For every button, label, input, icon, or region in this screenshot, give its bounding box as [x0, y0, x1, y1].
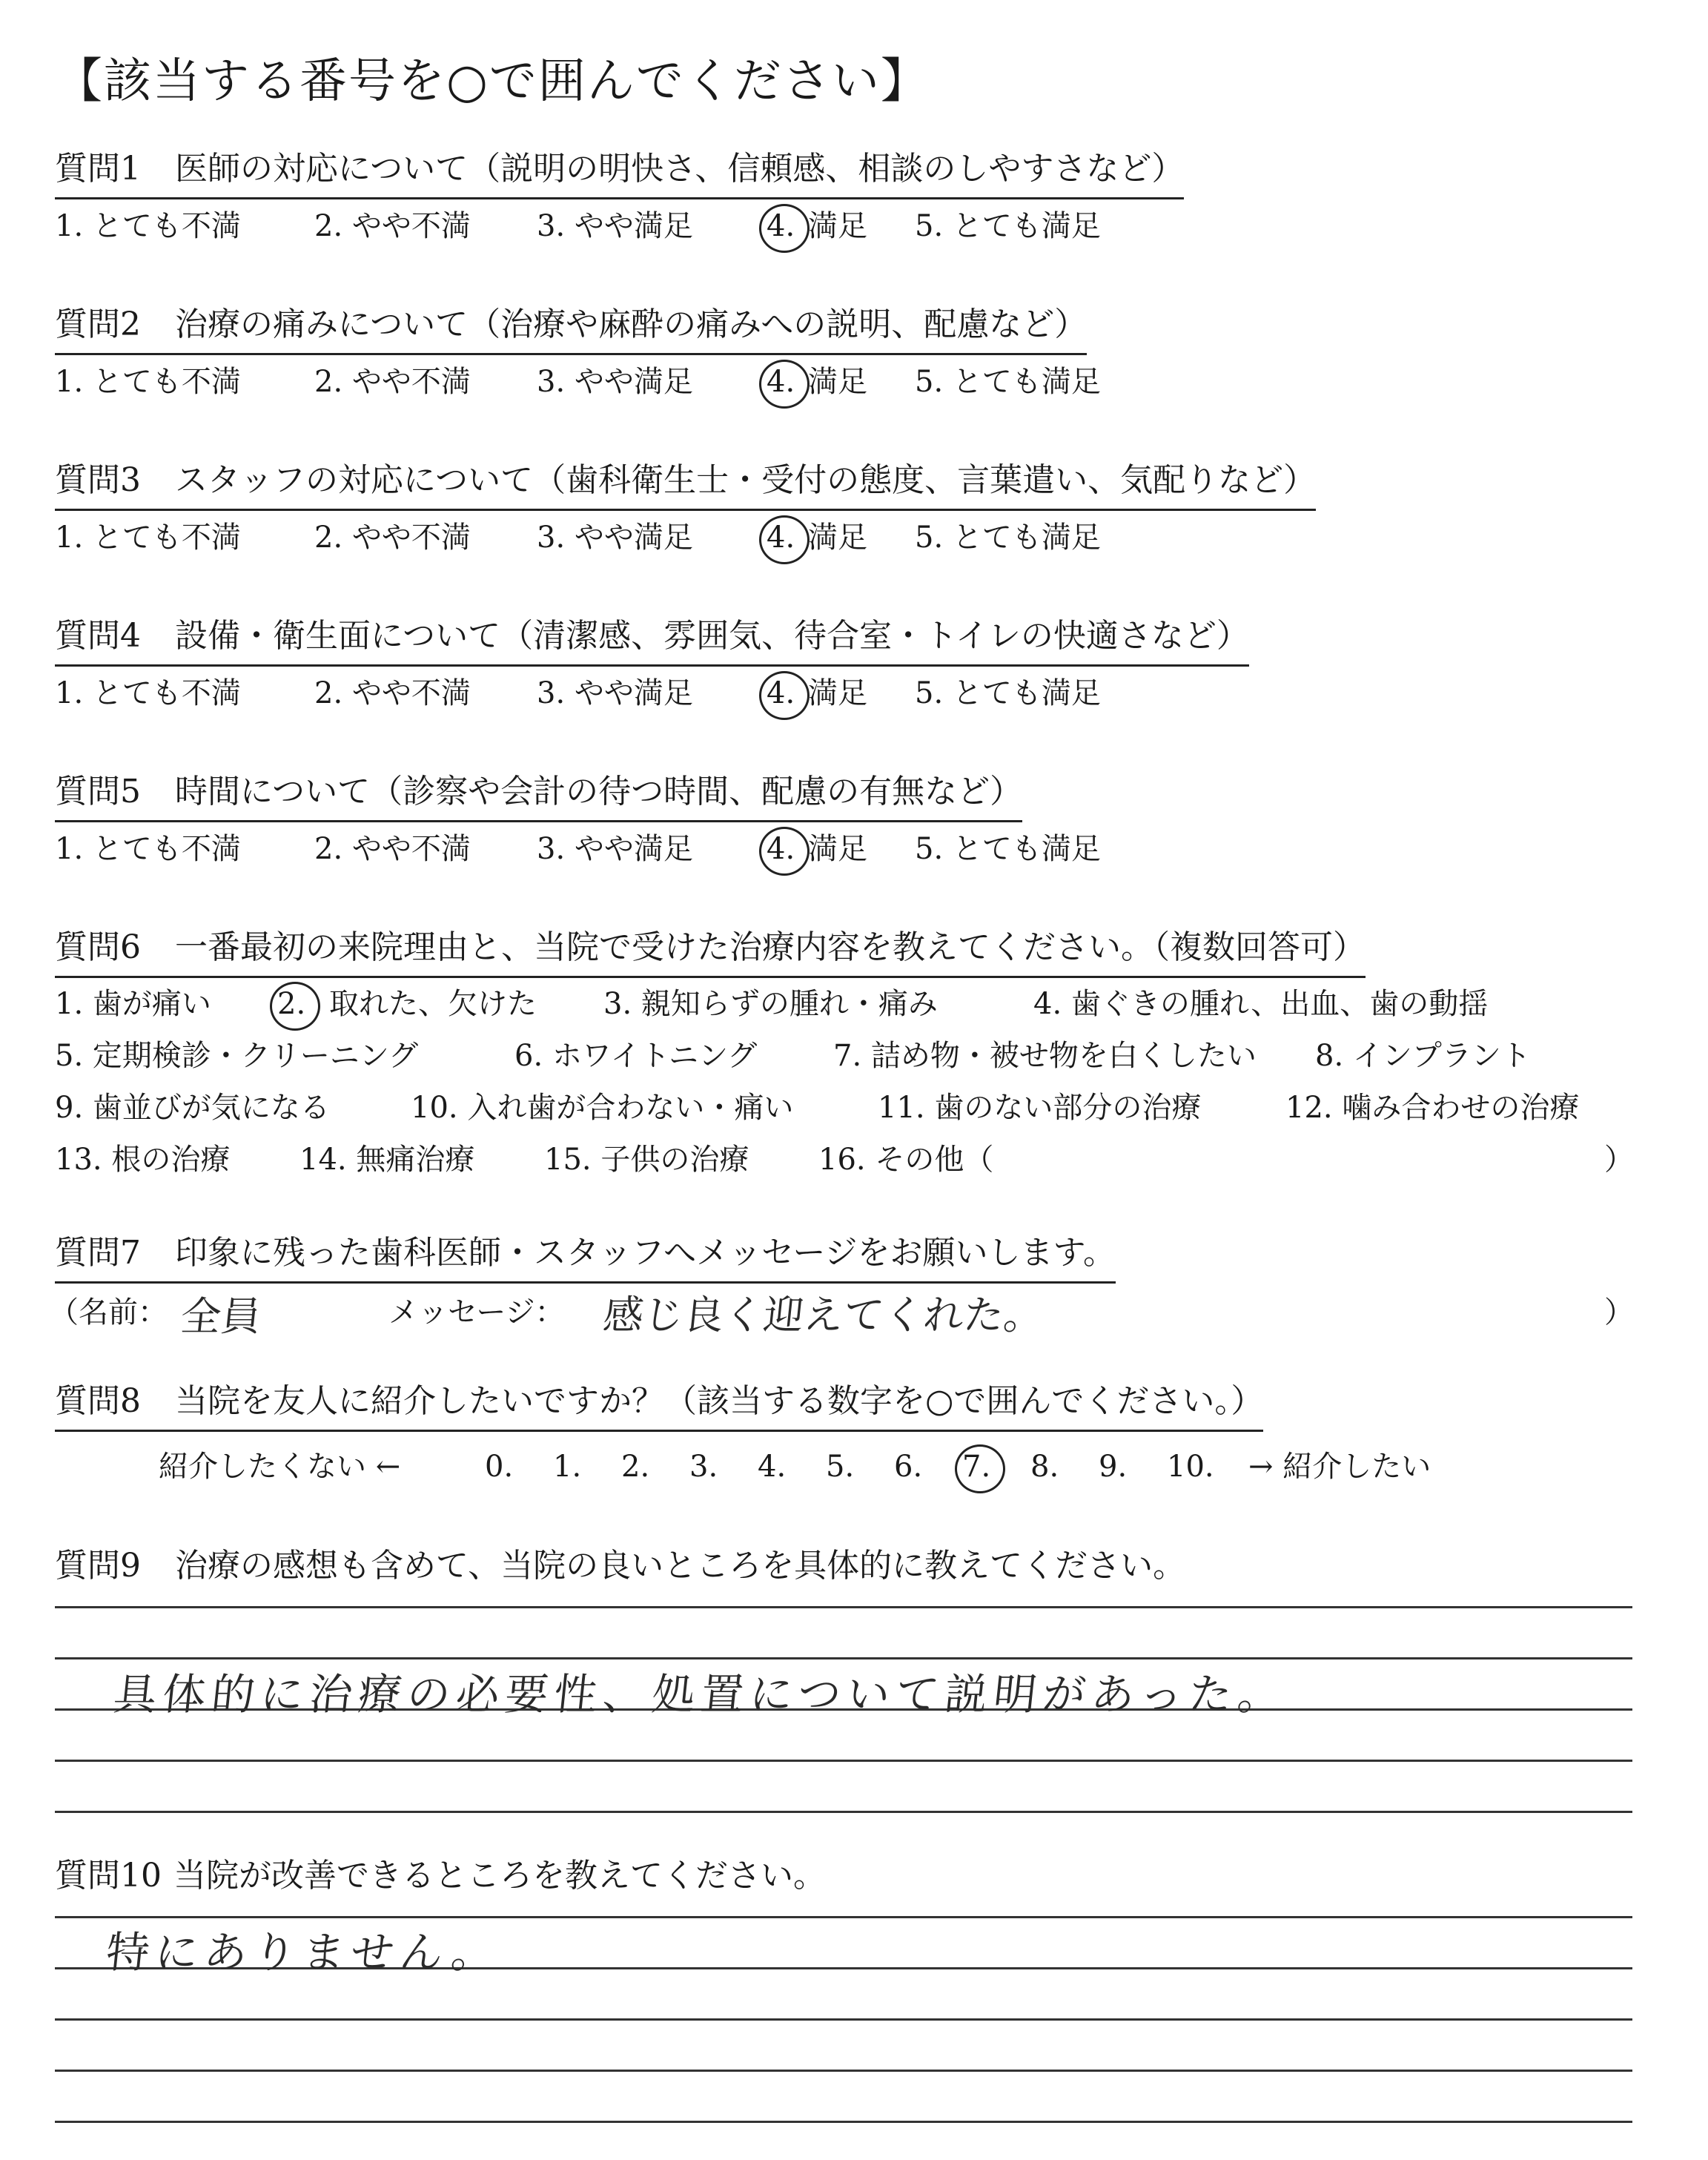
answer-line: [55, 2018, 1632, 2021]
answer-line: [55, 1811, 1632, 1813]
question-number: 質問5: [55, 773, 141, 810]
question-text: 時間について（診察や会計の待つ時間、配慮の有無など）: [175, 773, 1023, 810]
option-5[interactable]: 5. とても満足: [915, 209, 1101, 243]
name-label: （名前：: [49, 1295, 168, 1330]
option-5[interactable]: 5. とても満足: [915, 676, 1101, 710]
scale-3[interactable]: 3.: [689, 1450, 718, 1484]
message-row: [49, 1292, 1634, 1340]
question-10: [55, 1854, 1631, 2150]
question-9-title: [55, 1544, 1631, 1588]
option-4-label: 満足: [808, 521, 867, 555]
question-8-title: [55, 1379, 1263, 1432]
question-5-title: [55, 770, 1022, 822]
reason-option-10[interactable]: 10. 入れ歯が合わない・痛い: [411, 1091, 794, 1125]
reason-option-16[interactable]: 16. その他（: [818, 1143, 994, 1177]
question-text: 当院が改善できるところを教えてください。: [173, 1857, 826, 1895]
scale-8[interactable]: 8.: [1030, 1450, 1059, 1484]
question-text: スタッフの対応について（歯科衛生士・受付の態度、言葉遣い、気配りなど）: [175, 461, 1317, 499]
question-6-title: [55, 925, 1366, 978]
option-1[interactable]: 1. とても不満: [55, 521, 241, 555]
improvement-answer[interactable]: 特にありません。: [103, 1927, 503, 1978]
question-text: 治療の痛みについて（治療や麻酔の痛みへの説明、配慮など）: [175, 305, 1088, 343]
scale-left-label: 紹介したくない ←: [159, 1450, 401, 1484]
scale-7-selected[interactable]: 7.: [962, 1447, 990, 1486]
reason-option-8[interactable]: 8. インプラント: [1315, 1039, 1531, 1073]
answer-line: [55, 1606, 1632, 1608]
option-4-selected[interactable]: 4.: [767, 207, 795, 245]
reason-option-3[interactable]: 3. 親知らずの腫れ・痛み: [603, 987, 938, 1021]
option-2[interactable]: 2. やや不満: [314, 365, 471, 399]
scale-10[interactable]: 10.: [1167, 1450, 1214, 1484]
option-4-label: 満足: [808, 209, 867, 243]
question-number: 質問3: [55, 461, 141, 499]
option-4-label: 満足: [808, 832, 867, 866]
question-text: 一番最初の来院理由と、当院で受けた治療内容を教えてください。（複数回答可）: [175, 928, 1366, 966]
question-number: 質問4: [55, 617, 141, 655]
scale-9[interactable]: 9.: [1099, 1450, 1128, 1484]
option-5[interactable]: 5. とても満足: [915, 365, 1101, 399]
reason-option-5[interactable]: 5. 定期検診・クリーニング: [55, 1039, 419, 1073]
question-text: 治療の感想も含めて、当院の良いところを具体的に教えてください。: [175, 1547, 1186, 1585]
answer-line: [55, 2070, 1632, 2072]
question-1: [55, 147, 1631, 243]
option-2[interactable]: 2. やや不満: [314, 832, 471, 866]
recommend-scale: [55, 1447, 1632, 1492]
scale-2[interactable]: 2.: [621, 1450, 650, 1484]
question-3-title: [55, 458, 1316, 511]
question-4: [55, 614, 1631, 710]
name-answer[interactable]: 全員: [178, 1293, 264, 1340]
message-answer[interactable]: 感じ良く迎えてくれた。: [600, 1292, 1047, 1338]
question-2-title: [55, 303, 1087, 355]
option-1[interactable]: 1. とても不満: [55, 676, 241, 710]
page-title: 【該当する番号を○で囲んでください】: [55, 54, 930, 109]
question-8: [55, 1379, 1631, 1490]
good-points-answer[interactable]: 具体的に治療の必要性、処置について説明があった。: [110, 1669, 1290, 1720]
reason-option-9[interactable]: 9. 歯並びが気になる: [55, 1091, 330, 1125]
scale-4[interactable]: 4.: [758, 1450, 787, 1484]
question-text: 印象に残った歯科医師・スタッフへメッセージをお願いします。: [175, 1234, 1116, 1272]
option-5[interactable]: 5. とても満足: [915, 521, 1101, 555]
reason-option-1[interactable]: 1. 歯が痛い: [55, 987, 211, 1021]
question-number: 質問10: [55, 1857, 162, 1895]
question-number: 質問1: [55, 150, 141, 188]
reason-option-15[interactable]: 15. 子供の治療: [544, 1143, 749, 1177]
option-3[interactable]: 3. やや満足: [537, 676, 693, 710]
scale-1[interactable]: 1.: [553, 1450, 582, 1484]
option-2[interactable]: 2. やや不満: [314, 521, 471, 555]
question-2: [55, 303, 1631, 399]
option-4-selected[interactable]: 4.: [767, 674, 795, 713]
scale-0[interactable]: 0.: [485, 1450, 514, 1484]
option-4-label: 満足: [808, 365, 867, 399]
option-3[interactable]: 3. やや満足: [537, 209, 693, 243]
option-4-selected[interactable]: 4.: [767, 518, 795, 557]
scale-5[interactable]: 5.: [826, 1450, 855, 1484]
option-4-selected[interactable]: 4.: [767, 830, 795, 868]
question-text: 設備・衛生面について（清潔感、雰囲気、待合室・トイレの快適さなど）: [175, 617, 1249, 655]
question-text: 医師の対応について（説明の明快さ、信頼感、相談のしやすさなど）: [175, 150, 1185, 188]
reason-option-16-close: ）: [1604, 1143, 1634, 1177]
option-1[interactable]: 1. とても不満: [55, 209, 241, 243]
reason-option-12[interactable]: 12. 噛み合わせの治療: [1285, 1091, 1580, 1125]
question-7: [49, 1231, 1634, 1357]
question-7-title: [55, 1231, 1116, 1284]
question-text: 当院を友人に紹介したいですか？（該当する数字を○で囲んでください。）: [175, 1382, 1264, 1420]
message-label: メッセージ：: [388, 1295, 565, 1330]
reason-option-7[interactable]: 7. 詰め物・被せ物を白くしたい: [833, 1039, 1257, 1073]
answer-line: [55, 1760, 1632, 1762]
reason-option-2-label: 取れた、欠けた: [329, 987, 537, 1021]
question-1-title: [55, 147, 1184, 199]
question-number: 質問7: [55, 1234, 141, 1272]
question-10-title: [55, 1854, 1631, 1898]
question-number: 質問6: [55, 928, 141, 966]
option-4-selected[interactable]: 4.: [767, 363, 795, 401]
question-6: [55, 925, 1634, 1192]
question-9: [55, 1544, 1631, 1840]
reason-option-14[interactable]: 14. 無痛治療: [299, 1143, 475, 1177]
option-1[interactable]: 1. とても不満: [55, 832, 241, 866]
scale-6[interactable]: 6.: [894, 1450, 923, 1484]
reason-option-6[interactable]: 6. ホワイトニング: [514, 1039, 758, 1073]
option-3[interactable]: 3. やや満足: [537, 365, 693, 399]
option-2[interactable]: 2. やや不満: [314, 676, 471, 710]
reason-option-13[interactable]: 13. 根の治療: [55, 1143, 231, 1177]
question-number: 質問9: [55, 1547, 141, 1585]
question-4-title: [55, 614, 1249, 667]
scale-right-label: → 紹介したい: [1248, 1450, 1431, 1484]
option-3[interactable]: 3. やや満足: [537, 832, 693, 866]
option-1[interactable]: 1. とても不満: [55, 365, 241, 399]
option-5[interactable]: 5. とても満足: [915, 832, 1101, 866]
option-4-label: 満足: [808, 676, 867, 710]
question-5: [55, 770, 1631, 866]
reason-option-2-selected[interactable]: 2.: [277, 985, 305, 1023]
option-3[interactable]: 3. やや満足: [537, 521, 693, 555]
reason-option-4[interactable]: 4. 歯ぐきの腫れ、出血、歯の動揺: [1033, 987, 1489, 1021]
message-close-paren: ）: [1604, 1295, 1634, 1330]
question-3: [55, 458, 1631, 555]
answer-line: [55, 2121, 1632, 2123]
reason-options: [55, 985, 1632, 1192]
question-number: 質問8: [55, 1382, 141, 1420]
option-2[interactable]: 2. やや不満: [314, 209, 471, 243]
reason-option-11[interactable]: 11. 歯のない部分の治療: [878, 1091, 1202, 1125]
question-number: 質問2: [55, 305, 141, 343]
